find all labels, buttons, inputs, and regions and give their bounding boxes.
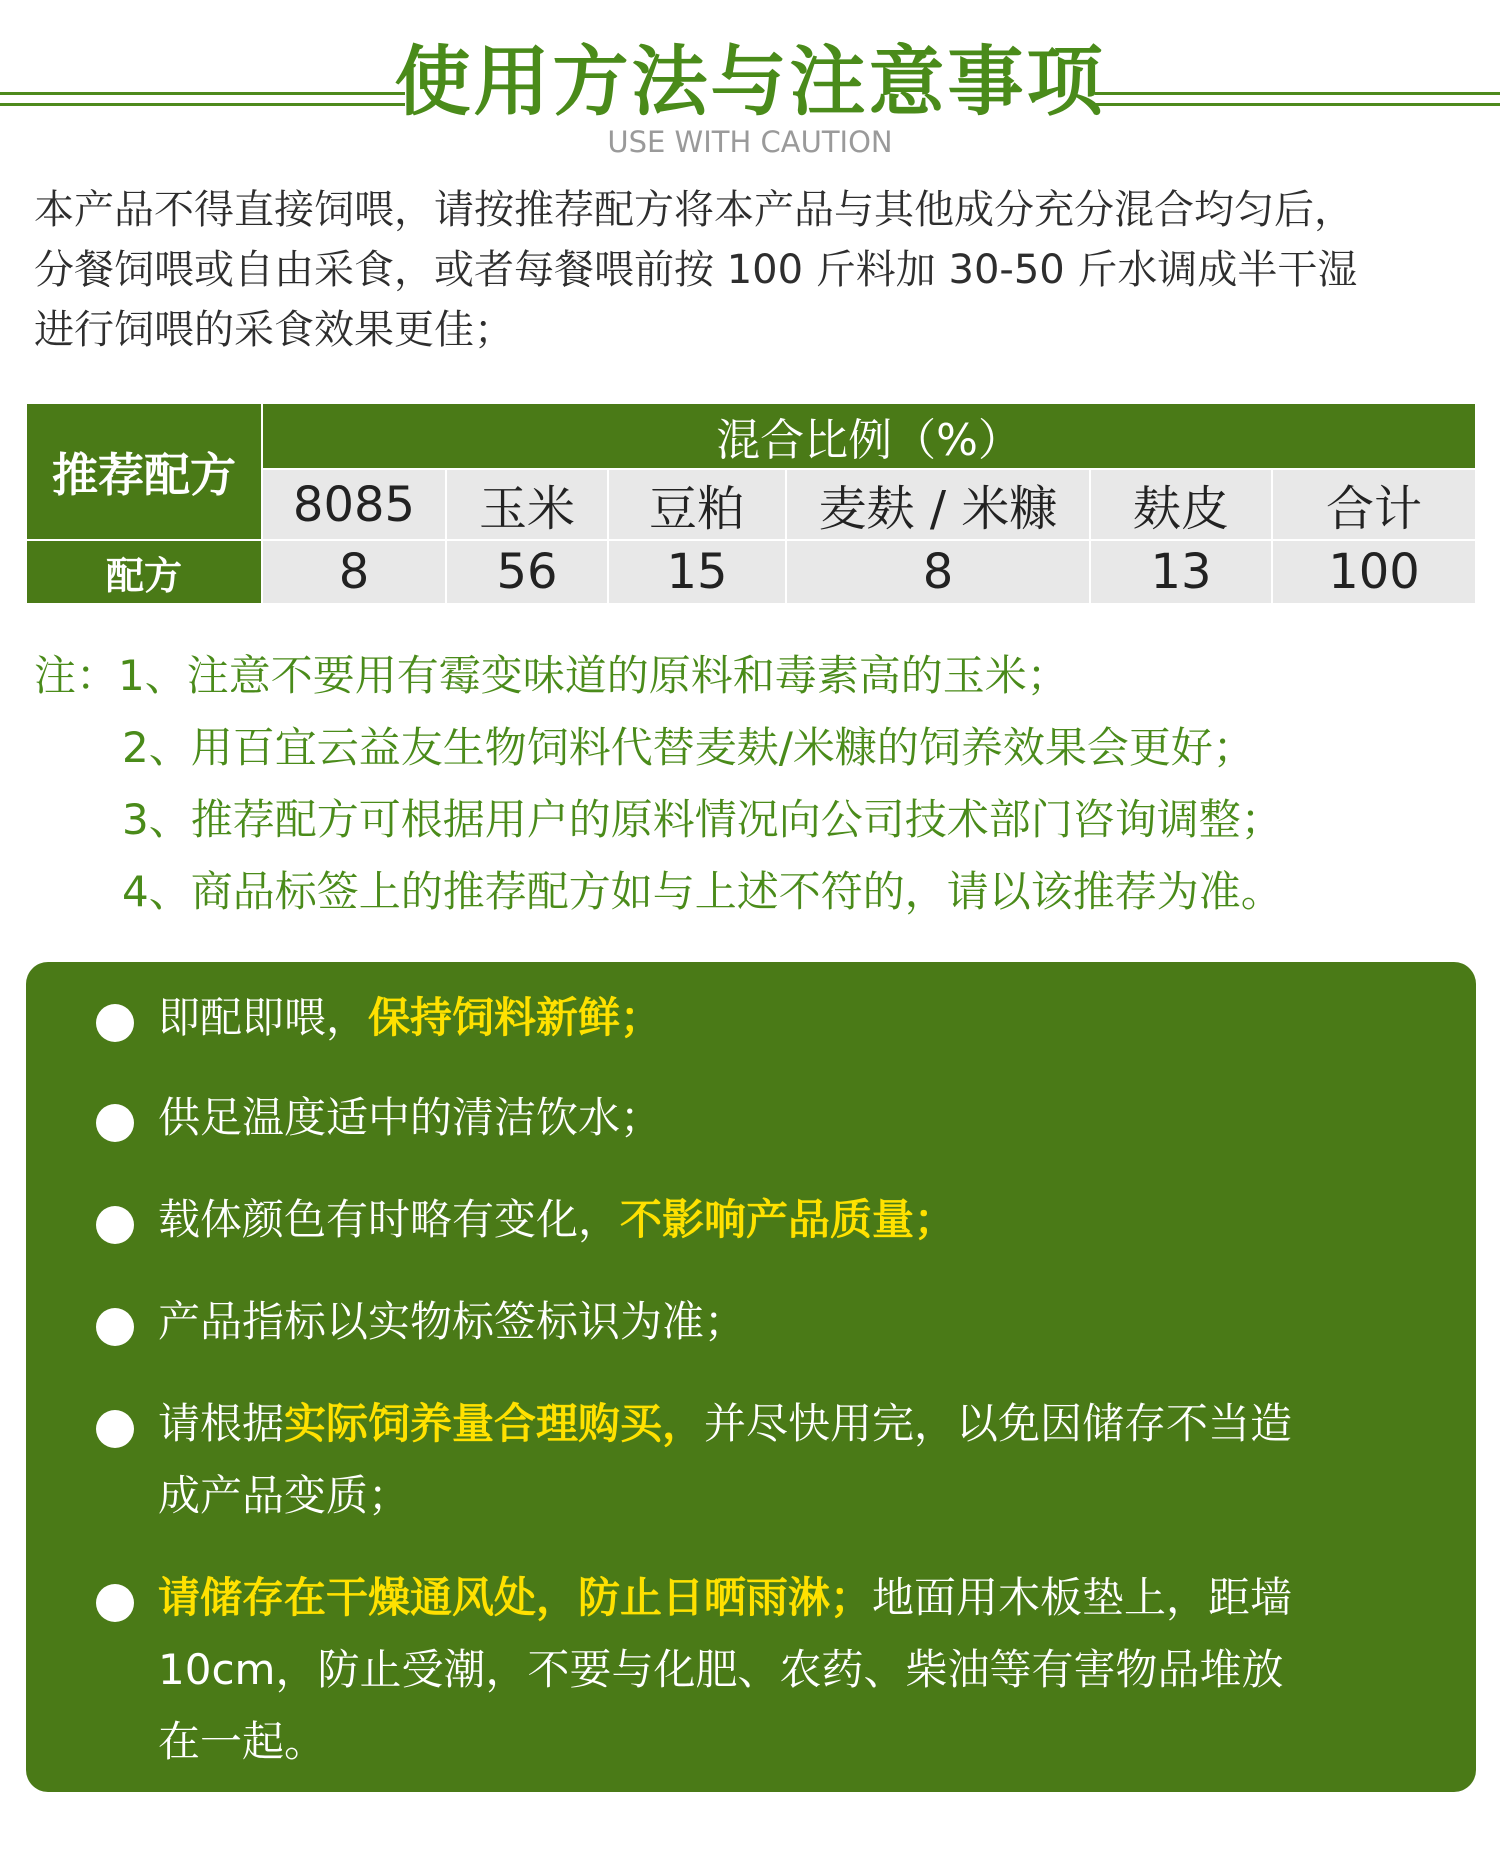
tips-panel: 即配即喂，保持饲料新鲜； 供足温度适中的清洁饮水； 载体颜色有时略有变化，不影响产品质量； 产品指标以实物标签标识为准； 请根据实际饲养量合理购买，并尽快用完，以免因储存不当造 成产品变质； 请储存在干燥通风处，防止日晒雨淋；地面用木板垫上，距墙 10cm，防止受潮，不要与化肥、农药、柴油等有害物品堆放 在一起。 [26,962,1476,1792]
note-item: 3、推荐配方可根据用户的原料情况向公司技术部门咨询调整； [122,795,1283,844]
bullet-dot-icon [96,1004,134,1042]
table-column-header: 8085 [262,469,446,540]
notes-prefix: 注： [34,651,119,700]
tip-highlight: 实际饲养量合理购买， [284,1399,705,1448]
intro-line: 进行饲喂的采食效果更佳； [34,307,514,353]
bullet-dot-icon [96,1308,134,1346]
intro-paragraph [34,180,1474,360]
formula-table [25,402,1477,605]
table-mix-label: 混合比例（%） [262,403,1476,469]
bullet-dot-icon [96,1206,134,1244]
table-column-header: 麦麸 / 米糠 [786,469,1090,540]
table-cell: 56 [446,540,608,604]
bullet-dot-icon [96,1410,134,1448]
table-cell: 100 [1272,540,1476,604]
page-title: 使用方法与注意事项 [394,37,1106,126]
table-column-header: 豆粕 [608,469,786,540]
table-column-header: 玉米 [446,469,608,540]
bullet-dot-icon [96,1584,134,1622]
note-item: 4、商品标签上的推荐配方如与上述不符的，请以该推荐为准。 [122,867,1283,916]
table-column-header: 麸皮 [1090,469,1272,540]
intro-line: 分餐饲喂或自由采食，或者每餐喂前按 100 斤料加 30-50 斤水调成半干湿 [34,247,1358,293]
note-item: 注：1、注意不要用有霉变味道的原料和毒素高的玉米； [34,651,1069,700]
tip-highlight: 请储存在干燥通风处，防止日晒雨淋； [158,1573,873,1622]
section-header [0,20,1500,160]
intro-line: 本产品不得直接饲喂，请按推荐配方将本产品与其他成分充分混合均匀后， [34,187,1354,233]
tip-highlight: 不影响产品质量； [620,1195,957,1244]
table-cell: 8 [786,540,1090,604]
page-subtitle: USE WITH CAUTION [607,125,893,159]
table-cell: 13 [1090,540,1272,604]
table-column-header: 合计 [1272,469,1476,540]
bullet-dot-icon [96,1104,134,1142]
table-cell: 8 [262,540,446,604]
table-cell: 15 [608,540,786,604]
tip-highlight: 保持饲料新鲜； [368,993,663,1042]
table-header-label: 推荐配方 [26,403,262,540]
note-item: 2、用百宜云益友生物饲料代替麦麸/米糠的饲养效果会更好； [122,723,1255,772]
notes-list [34,640,1474,928]
table-row-label: 配方 [26,540,262,604]
